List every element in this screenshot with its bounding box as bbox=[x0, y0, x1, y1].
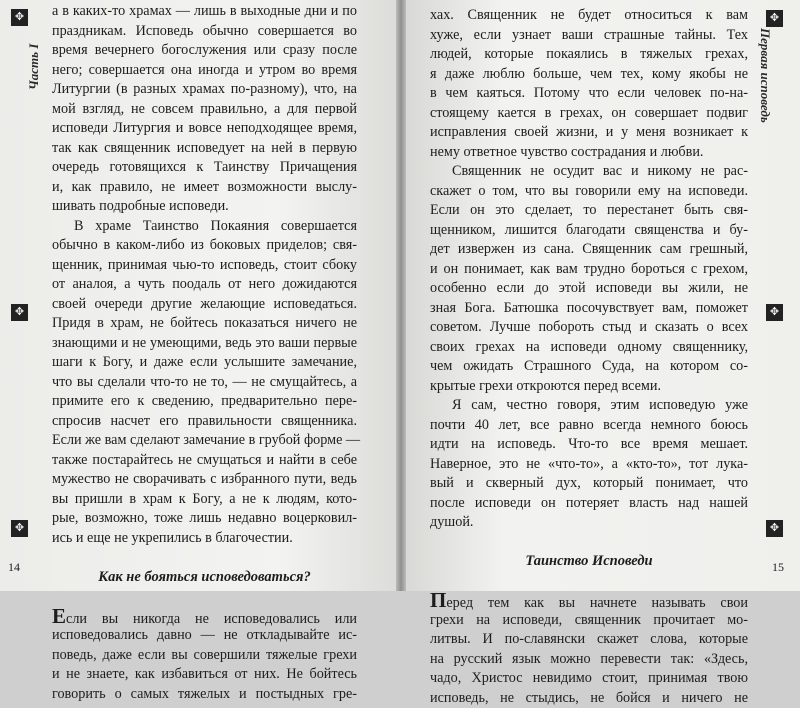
text-line: что вы сделали что-то не то, — не смущайтесь, а bbox=[52, 373, 357, 393]
text-line: я даже люблю больше, чем тех, кому якобы не bbox=[430, 65, 748, 85]
text-line: мой взгляд, не совсем правильно, а для первой bbox=[52, 100, 357, 120]
paragraph bbox=[52, 2, 357, 217]
ornament-icon: ✥ bbox=[11, 9, 28, 26]
text-line: скажет о том, что вы говорили ему на исповеди. bbox=[430, 182, 748, 202]
text-line: своих грехах на исповеди одному священнику, bbox=[430, 338, 748, 358]
text-line: исповедь, не стыдись, не бойся и ничего не bbox=[430, 689, 748, 708]
text-line: рые, возможно, тоже лишь недавно воцерковил- bbox=[52, 509, 357, 529]
right-running-head: Первая исповедь bbox=[757, 28, 773, 123]
text-line: на русский язык можно перевести так: «Здесь, bbox=[430, 650, 748, 670]
text-line: вый и скверный дух, который понимает, что bbox=[430, 474, 748, 494]
text-line: Наверное, это не «что-то», а «кто-то», тот лука- bbox=[430, 455, 748, 475]
text-line: исправления своей жизни, и у меня возникает к bbox=[430, 123, 748, 143]
text-line: шивать подробные исповеди. bbox=[52, 197, 357, 217]
text-line: говорить о самых тяжелых и постыдных гре- bbox=[52, 685, 357, 705]
text-line: советом. Лучше побороть стыд и сказать о всех bbox=[430, 318, 748, 338]
text-line: и он понимает, как вам трудно бороться с грехом, bbox=[430, 260, 748, 280]
text-line: Литургии (в разных храмах по-разному), что, на bbox=[52, 80, 357, 100]
text-line: дет извержен из сана. Священник сам грешный, bbox=[430, 240, 748, 260]
section-heading: Как не бояться исповедоваться? bbox=[52, 568, 357, 588]
drop-cap: Е bbox=[52, 604, 66, 628]
text-line: чем ожидать Страшного Суда, на котором со- bbox=[430, 357, 748, 377]
text-line: идти на исповедь. Что-то все время мешает. bbox=[430, 435, 748, 455]
text-line: щенник, принимая чью-то исповедь, стоит сбоку bbox=[52, 256, 357, 276]
text-line: сли вы никогда не исповедовались или bbox=[66, 611, 357, 627]
section-heading: Таинство Исповеди bbox=[430, 552, 748, 572]
text-line: ись и еще не укрепились в благочестии. bbox=[52, 529, 357, 549]
text-line: Если он это сделает, то перестанет быть свя- bbox=[430, 201, 748, 221]
text-line: еред тем как вы начнете называть свои bbox=[446, 595, 748, 611]
text-line: литвы. И по-славянски скажет слова, которые bbox=[430, 630, 748, 650]
paragraph bbox=[430, 6, 748, 162]
text-line: вы пришли в храм к Богу, а не к людям, кото- bbox=[52, 490, 357, 510]
text-line: примите его к сведению, предварительно пере- bbox=[52, 392, 357, 412]
text-line: в чем каяться. Потому что если человек по-на- bbox=[430, 84, 748, 104]
text-line: Священник не осудит вас и никому не рас- bbox=[430, 162, 748, 182]
text-line: а в каких-то храмах — лишь в выходные дни и по bbox=[52, 2, 357, 22]
paragraph bbox=[430, 396, 748, 533]
text-line: зная Бога. Батюшка посочувствует вам, поможет bbox=[430, 299, 748, 319]
text-line: знающими и не умеющими, ведь это ваши первые bbox=[52, 334, 357, 354]
text-line: исповедовались давно — не откладывайте ис- bbox=[52, 626, 357, 646]
text-line: своей очереди другие желающие исповедаться. bbox=[52, 295, 357, 315]
text-line: крытые грехи откроются перед всеми. bbox=[430, 377, 748, 397]
text-line: В храме Таинство Покаяния совершается bbox=[52, 217, 357, 237]
text-line: Придя в храм, не бойтесь показаться ничего не bbox=[52, 314, 357, 334]
text-line: душой. bbox=[430, 513, 748, 533]
text-line: мужество не сворачивать с избранного пути, ведь bbox=[52, 470, 357, 490]
text-line: хуже, если узнает ваши страшные тайны. Тех bbox=[430, 26, 748, 46]
text-line: обычно в каком-либо из боковых приделов; свя- bbox=[52, 236, 357, 256]
ornament-icon: ✥ bbox=[766, 10, 783, 27]
text-line: время вечернего богослужения или сразу после bbox=[52, 41, 357, 61]
left-running-head: Часть I bbox=[26, 44, 42, 90]
text-line: также постарайтесь не смущаться и найти в себе bbox=[52, 451, 357, 471]
drop-cap: П bbox=[430, 588, 446, 612]
text-line: грехи на исповеди, священник прочитает мо- bbox=[430, 611, 748, 631]
ornament-icon: ✥ bbox=[11, 304, 28, 321]
text-line: хах. Священник не будет относиться к вам bbox=[430, 6, 748, 26]
paragraph bbox=[52, 217, 357, 549]
ornament-icon: ✥ bbox=[766, 520, 783, 537]
left-page-text bbox=[52, 2, 357, 704]
text-line: почти 40 лет, все равно всегда немного боюсь bbox=[430, 416, 748, 436]
text-line: чадо, Христос невидимо стоит, принимая твою bbox=[430, 669, 748, 689]
paragraph bbox=[430, 162, 748, 396]
text-line: Если же вам сделают замечание в грубой форме — bbox=[52, 431, 357, 451]
text-line: и не знаете, как избавиться от них. Не бойтесь bbox=[52, 665, 357, 685]
text-line: праздникам. Исповедь обычно совершается во bbox=[52, 22, 357, 42]
text-line: исповеди Литургия и вовсе неподходящее время, bbox=[52, 119, 357, 139]
page-number: 14 bbox=[8, 560, 20, 575]
paragraph bbox=[52, 607, 357, 705]
text-line: поведь, даже если вы совершили тяжелые грехи bbox=[52, 646, 357, 666]
text-line: очередь готовящихся к Таинству Причащения bbox=[52, 158, 357, 178]
text-line: стоящему кается в грехах, он совершает подвиг bbox=[430, 104, 748, 124]
text-line: от аналоя, а чуть поодаль от него дожидаются bbox=[52, 275, 357, 295]
text-line: особенно если до этой исповеди вы жили, не bbox=[430, 279, 748, 299]
text-line: Я сам, честно говоря, этим исповедую уже bbox=[430, 396, 748, 416]
ornament-icon: ✥ bbox=[766, 304, 783, 321]
paragraph bbox=[430, 591, 748, 708]
right-page-text bbox=[430, 6, 748, 708]
text-line: так как священник исповедует на ней в первую bbox=[52, 139, 357, 159]
text-line: и, как правило, не имеет возможности выслу- bbox=[52, 178, 357, 198]
text-line: людей, которые покаялись в тяжелых грехах, bbox=[430, 45, 748, 65]
text-line: после исповеди он потеряет власть над нашей bbox=[430, 494, 748, 514]
text-line: шаги к Богу, и даже если услышите замечание, bbox=[52, 353, 357, 373]
text-line: спросив насчет его правильности священника. bbox=[52, 412, 357, 432]
text-line: него; совершается она иногда и утром во время bbox=[52, 61, 357, 81]
page-number: 15 bbox=[772, 560, 784, 575]
book-gutter bbox=[396, 0, 406, 591]
ornament-icon: ✥ bbox=[11, 520, 28, 537]
text-line: нему ответное чувство сострадания и любви. bbox=[430, 143, 748, 163]
text-line: щенником, лишится благодати священства и бу- bbox=[430, 221, 748, 241]
